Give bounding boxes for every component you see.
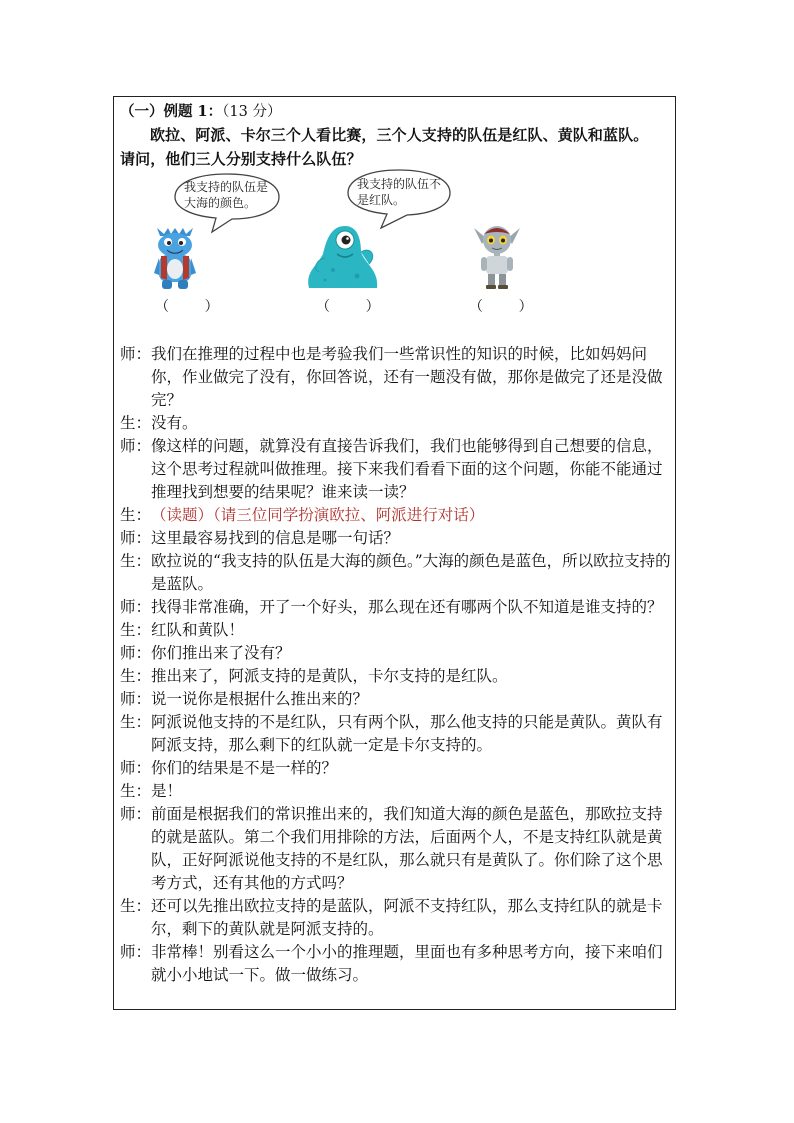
speaker-student: 生： [120,414,152,432]
dialogue-line [120,412,672,435]
dialogue-text: 我们在推理的过程中也是考验我们一些常识性的知识的时候，比如妈妈问你，作业做完了没有，你回答说，还有一题没有做，那你是做完了还是没做完？ [151,345,663,409]
speech-line: 大海的颜色。 [184,196,257,210]
speaker-teacher: 师： [120,690,152,708]
dialogue-line [120,665,672,688]
dialogue-text: 像这样的问题，就算没有直接告诉我们，我们也能够得到自己想要的信息，这个思考过程就叫做推理。接下来我们看看下面的这个问题，你能不能通过推理找到想要的结果呢？谁来读一读？ [151,437,663,501]
dialogue-line [120,435,672,504]
speaker-teacher: 师： [120,759,152,777]
speaker-student: 生： [120,621,152,639]
section-header [120,100,281,121]
dialogue-text: 红队和黄队！ [151,621,245,639]
speaker-teacher: 师： [120,644,152,662]
speaker-student: 生： [120,667,152,685]
speaker-student: 生： [120,782,152,800]
problem-statement-line-1: 欧拉、阿派、卡尔三个人看比赛，三个人支持的队伍是红队、黄队和蓝队。 [150,126,649,144]
dialogue-text: 欧拉说的“我支持的队伍是大海的颜色。”大海的颜色是蓝色，所以欧拉支持的是蓝队。 [151,552,671,593]
speaker-teacher: 师： [120,345,152,363]
answer-blank-apai[interactable]: （ ） [316,299,380,315]
speaker-student: 生： [120,713,152,731]
problem-statement-line-2: 请问，他们三人分别支持什么队伍？ [120,150,362,168]
speaker-teacher: 师： [120,943,152,961]
cyan-one-eyed-blob-icon [303,222,383,292]
section-label: （一）例题 1： [120,103,223,120]
dialogue-line [120,527,672,550]
dialogue-line [120,596,672,619]
dialogue-line [120,941,672,987]
speech-line: 我支持的队伍是 [184,180,269,194]
speech-bubble-oula [172,172,282,234]
dialogue-text: 找得非常准确，开了一个好头，那么现在还有哪两个队不知道是谁支持的？ [151,598,663,616]
dialogue-line [120,343,672,412]
dialogue-text: 是！ [151,782,183,800]
answer-blank-oula[interactable]: （ ） [155,299,219,315]
dialogue-text: 阿派说他支持的不是红队，只有两个队，那么他支持的只能是黄队。黄队有阿派支持，那么剩下的红队就一定是卡尔支持的。 [151,713,663,754]
dialogue-line [120,895,672,941]
blue-furry-monster-icon [150,228,200,292]
dialogue-text: 你们的结果是不是一样的？ [151,759,338,777]
speaker-teacher: 师： [120,598,152,616]
dialogue-line [120,504,672,527]
answer-blank-kaer[interactable]: （ ） [469,299,533,315]
dialogue-line [120,550,672,596]
reading-note: （读题）（请三位同学扮演欧拉、阿派进行对话） [151,506,485,524]
dialogue-line [120,803,672,895]
dialogue-line [120,757,672,780]
speaker-student: 生： [120,552,152,570]
speech-bubble-apai [345,168,453,230]
gray-alien-boy-icon [468,220,526,292]
dialogue-text: 推出来了，阿派支持的是黄队，卡尔支持的是红队。 [151,667,508,685]
dialogue-text: 没有。 [151,414,198,432]
dialogue-transcript [120,343,672,987]
dialogue-line [120,711,672,757]
dialogue-line [120,688,672,711]
dialogue-line [120,642,672,665]
speech-line: 是红队。 [357,193,406,207]
dialogue-text: 非常棒！别看这么一个小小的推理题，里面也有多种思考方向，接下来咱们就小小地试一下。做一做练习。 [151,943,663,984]
speaker-student: 生： [120,506,152,524]
dialogue-text: 前面是根据我们的常识推出来的，我们知道大海的颜色是蓝色，那欧拉支持的就是蓝队。第二个我们用排除的方法，后面两个人，不是支持红队就是黄队，正好阿派说他支持的不是红队，那么就只有是黄队了。你们除了这个思考方式，还有其他的方式吗？ [151,805,663,892]
speech-line: 我支持的队伍不 [357,177,442,191]
speaker-teacher: 师： [120,437,152,455]
speaker-student: 生： [120,897,152,915]
speaker-teacher: 师： [120,805,152,823]
dialogue-text: 说一说你是根据什么推出来的？ [151,690,369,708]
section-points: （13 分） [222,104,282,120]
dialogue-line [120,619,672,642]
dialogue-text: 你们推出来了没有？ [151,644,291,662]
speaker-teacher: 师： [120,529,152,547]
dialogue-text: 这里最容易找到的信息是哪一句话？ [151,529,400,547]
dialogue-line [120,780,672,803]
dialogue-text: 还可以先推出欧拉支持的是蓝队，阿派不支持红队，那么支持红队的就是卡尔，剩下的黄队就是阿派支持的。 [151,897,663,938]
